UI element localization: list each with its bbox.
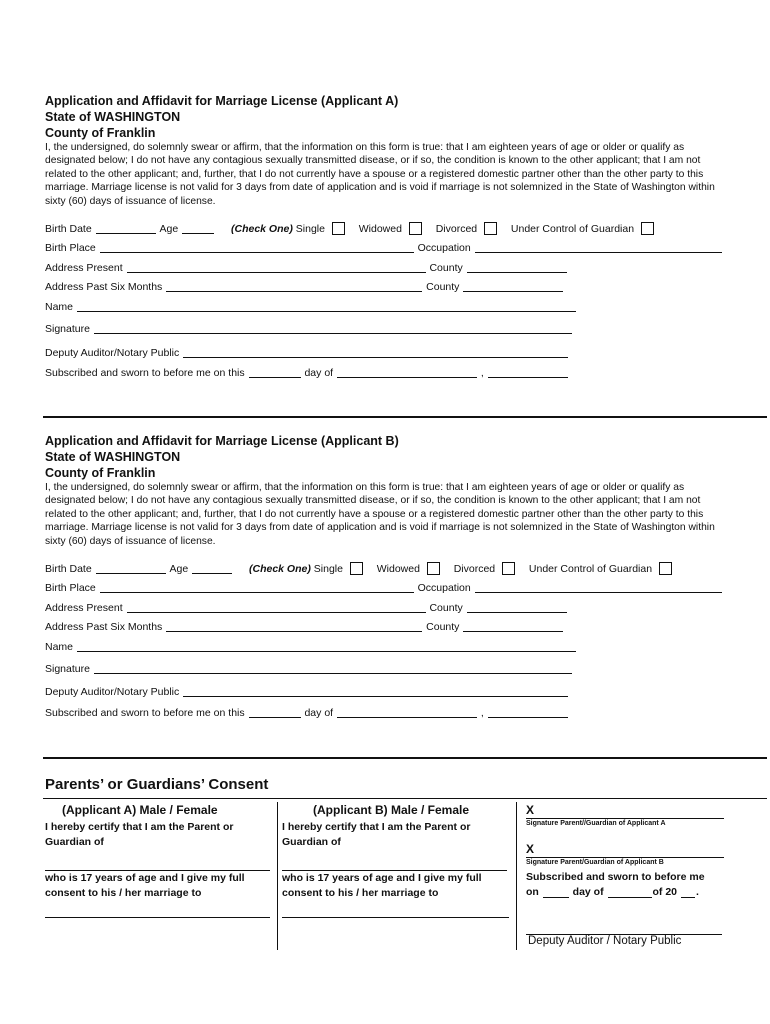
birth-date-field[interactable] (96, 563, 166, 574)
consent-b-who (282, 871, 482, 901)
guardian-checkbox[interactable] (659, 562, 672, 575)
widowed-checkbox[interactable] (427, 562, 440, 575)
sworn-month-field[interactable] (337, 367, 477, 378)
single-checkbox[interactable] (332, 222, 345, 235)
sworn-month-field[interactable] (608, 887, 652, 898)
guardian-checkbox[interactable] (641, 222, 654, 235)
age-field[interactable] (182, 223, 214, 234)
name-label: Name (45, 641, 74, 653)
sworn-label: Subscribed and sworn to before me on this (45, 367, 245, 379)
name-field[interactable] (77, 641, 576, 652)
deputy-field[interactable] (183, 347, 568, 358)
check-one-label: (Check One) (230, 223, 293, 235)
consent-heading: Parents’ or Guardians’ Consent (45, 776, 269, 793)
single-label: Single (295, 223, 325, 235)
consent-sworn-line-2 (526, 885, 699, 900)
birth-place-field[interactable] (100, 242, 414, 253)
consent-heading-rule (43, 798, 767, 799)
applicant-b-affidavit: I, the undersigned, do solemnly swear or affirm, that the information on this form is true: that I am eighteen years of age or older or qualify as designated below; I do not have any contagious sexually transmitted disease, or if so, the condition is known to the other applicant; that I am not related to the other applicant; and, further, that I do not currently have a spouse or a registered domestic partner other than the other party to this marriage. Marriage license is not valid for 3 days from date of application and is void if marriage is not solemnized in the State of Washington within sixty (60) days of issuance of license. (45, 482, 715, 547)
address-present-field[interactable] (127, 262, 426, 273)
deputy-label: Deputy Auditor/Notary Public (45, 347, 180, 359)
county-label: County (426, 281, 460, 293)
applicant-a-state: State of WASHINGTON (45, 110, 181, 124)
applicant-b-section (45, 433, 729, 548)
address-past-label: Address Past Six Months (45, 281, 163, 293)
divorced-checkbox[interactable] (484, 222, 497, 235)
birth-place-field[interactable] (100, 582, 414, 593)
widowed-checkbox[interactable] (409, 222, 422, 235)
address-past-field[interactable] (166, 281, 422, 292)
sworn-day-field[interactable] (249, 367, 301, 378)
age-label: Age (159, 223, 179, 235)
consent-deputy-label: Deputy Auditor / Notary Public (528, 935, 682, 947)
certify-line-1: I hereby certify that I am the Parent or (45, 821, 234, 833)
applicant-a-row-birthplace (45, 242, 723, 256)
widowed-label: Widowed (358, 223, 402, 235)
sworn-day-of-label: day of (572, 886, 604, 898)
consent-b-certify (282, 820, 470, 850)
signature-label: Signature (45, 323, 90, 335)
age-field[interactable] (192, 563, 232, 574)
sworn-year-field[interactable] (488, 367, 568, 378)
certify-line-2: Guardian of (45, 836, 104, 848)
applicant-b-county: County of Franklin (45, 466, 156, 480)
certify-line-1: I hereby certify that I am the Parent or (282, 821, 471, 833)
widowed-label: Widowed (376, 563, 420, 575)
name-label: Name (45, 301, 74, 313)
birth-date-field[interactable] (96, 223, 156, 234)
consent-b-heading: (Applicant B) Male / Female (313, 803, 470, 817)
consent-a-partner-field[interactable] (45, 917, 270, 918)
signature-field[interactable] (94, 323, 572, 334)
sworn-year-field[interactable] (681, 887, 695, 898)
applicant-a-title: Application and Affidavit for Marriage License (Applicant A) (45, 94, 399, 108)
address-past-field[interactable] (166, 621, 422, 632)
day-of-label: day of (304, 367, 334, 379)
address-present-label: Address Present (45, 262, 123, 274)
sworn-day-field[interactable] (543, 887, 569, 898)
check-one-label: (Check One) (248, 563, 311, 575)
sworn-label: Subscribed and sworn to before me on this (45, 707, 245, 719)
deputy-field[interactable] (183, 686, 568, 697)
sworn-month-field[interactable] (337, 707, 477, 718)
address-present-field[interactable] (127, 602, 426, 613)
consent-a-certify (45, 820, 233, 850)
address-past-label: Address Past Six Months (45, 621, 163, 633)
sworn-period: . (695, 886, 699, 898)
applicant-b-row-deputy (45, 686, 569, 700)
applicant-a-row-address (45, 262, 568, 276)
applicant-a-row-past-address (45, 281, 564, 295)
applicant-a-county: County of Franklin (45, 126, 156, 140)
certify-line-2: Guardian of (282, 836, 341, 848)
divorced-label: Divorced (453, 563, 496, 575)
signature-a-field[interactable] (526, 818, 724, 819)
consent-column-divider (277, 802, 278, 950)
county-label: County (429, 262, 463, 274)
signature-b-field[interactable] (526, 857, 724, 858)
section-divider (43, 416, 767, 418)
x-mark-b: X (526, 842, 535, 856)
applicant-a-row-deputy (45, 347, 569, 361)
occupation-field[interactable] (475, 242, 722, 253)
sworn-on-label: on (526, 886, 539, 898)
applicant-b-row-address (45, 602, 568, 616)
signature-field[interactable] (94, 663, 572, 674)
applicant-a-row-sworn (45, 367, 569, 381)
applicant-b-row-past-address (45, 621, 564, 635)
single-label: Single (313, 563, 343, 575)
occupation-label: Occupation (417, 582, 471, 594)
who-line-2: consent to his / her marriage to (45, 887, 202, 899)
deputy-label: Deputy Auditor/Notary Public (45, 686, 180, 698)
name-field[interactable] (77, 301, 576, 312)
birth-place-label: Birth Place (45, 582, 96, 594)
applicant-a-section (45, 93, 729, 208)
comma: , (480, 367, 484, 379)
applicant-a-row-name (45, 301, 577, 315)
single-checkbox[interactable] (350, 562, 363, 575)
sworn-day-field[interactable] (249, 707, 301, 718)
county-field[interactable] (467, 262, 567, 273)
signature-b-label: Signature Parent/Guardian of Applicant B (526, 859, 664, 866)
county-past-field[interactable] (463, 281, 563, 292)
county-label: County (429, 602, 463, 614)
signature-a-label: Signature Parent//Guardian of Applicant A (526, 820, 666, 827)
consent-column-divider (516, 802, 517, 950)
birth-date-label: Birth Date (45, 563, 92, 575)
applicant-b-title: Application and Affidavit for Marriage License (Applicant B) (45, 434, 399, 448)
applicant-b-row-birthplace (45, 582, 723, 596)
sworn-of-20-label: of 20 (652, 886, 678, 898)
birth-place-label: Birth Place (45, 242, 96, 254)
consent-sworn-line-1: Subscribed and sworn to before me (526, 871, 705, 883)
x-mark-a: X (526, 803, 535, 817)
applicant-a-row-signature (45, 323, 573, 337)
who-line-2: consent to his / her marriage to (282, 887, 439, 899)
day-of-label: day of (304, 707, 334, 719)
sworn-year-field[interactable] (488, 707, 568, 718)
applicant-b-row-sworn (45, 707, 569, 721)
county-field[interactable] (467, 602, 567, 613)
consent-a-who (45, 871, 245, 901)
applicant-a-affidavit: I, the undersigned, do solemnly swear or affirm, that the information on this form is true: that I am eighteen years of age or older or qualify as designated below; I do not have any contagious sexually transmitted disease, or if so, the condition is known to the other applicant; that I am not related to the other applicant; and, further, that I do not currently have a spouse or a registered domestic partner other than the other party to this marriage. Marriage license is not valid for 3 days from date of application and is void if marriage is not solemnized in the State of Washington within sixty (60) days of issuance of license. (45, 142, 715, 207)
comma: , (480, 707, 484, 719)
signature-label: Signature (45, 663, 90, 675)
birth-date-label: Birth Date (45, 223, 92, 235)
applicant-a-row-birth (45, 222, 654, 236)
occupation-label: Occupation (417, 242, 471, 254)
address-present-label: Address Present (45, 602, 123, 614)
occupation-field[interactable] (475, 582, 722, 593)
guardian-label: Under Control of Guardian (510, 223, 635, 235)
age-label: Age (169, 563, 189, 575)
consent-a-heading: (Applicant A) Male / Female (62, 803, 218, 817)
section-divider (43, 757, 767, 759)
county-past-field[interactable] (463, 621, 563, 632)
who-line-1: who is 17 years of age and I give my full (282, 872, 482, 884)
applicant-b-row-birth (45, 562, 672, 576)
who-line-1: who is 17 years of age and I give my full (45, 872, 245, 884)
applicant-b-row-signature (45, 663, 573, 677)
county-label: County (426, 621, 460, 633)
guardian-label: Under Control of Guardian (528, 563, 653, 575)
applicant-b-row-name (45, 641, 577, 655)
divorced-checkbox[interactable] (502, 562, 515, 575)
applicant-b-state: State of WASHINGTON (45, 450, 181, 464)
divorced-label: Divorced (435, 223, 478, 235)
consent-b-partner-field[interactable] (282, 917, 509, 918)
